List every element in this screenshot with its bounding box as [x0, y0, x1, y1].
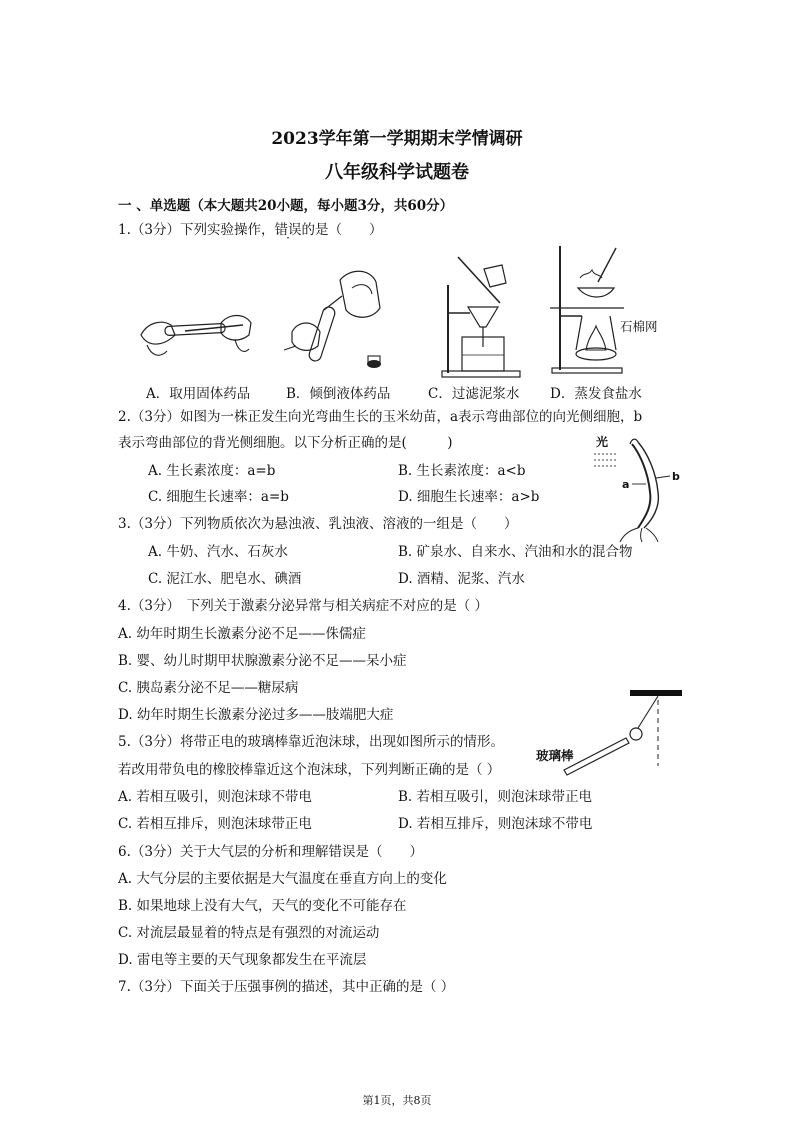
q1-stem-post: 的是（ ） — [301, 222, 383, 238]
figure-seedling — [594, 432, 684, 542]
q4-option-a: A. 幼年时期生长激素分泌不足——侏儒症 — [118, 626, 366, 642]
q5-stem-line1: 5.（3分）将带正电的玻璃棒靠近泡沫球，出现如图所示的情形。 — [118, 734, 504, 750]
q1-option-a: A．取用固体药品 — [146, 386, 251, 402]
exam-subtitle: 八年级科学试题卷 — [325, 162, 469, 183]
q2-option-c: C. 细胞生长速率：a=b — [148, 489, 289, 505]
exam-title: 2023学年第一学期期末学情调研 — [271, 129, 523, 149]
fig-label-glass-rod: 玻璃棒 — [536, 748, 574, 763]
q5-stem-line2: 若改用带负电的橡胶棒靠近这个泡沫球，下列判断正确的是（ ） — [118, 762, 501, 778]
q2-option-d: D. 细胞生长速率：a>b — [398, 489, 540, 505]
q4-option-d: D. 幼年时期生长激素分泌过多——肢端肥大症 — [118, 707, 394, 723]
q6-option-b: B. 如果地球上没有大气，天气的变化不可能存在 — [118, 898, 407, 914]
q3-option-a: A. 牛奶、汽水、石灰水 — [148, 544, 288, 560]
q4-option-b: B. 婴、幼儿时期甲状腺激素分泌不足——呆小症 — [118, 653, 407, 669]
q1-stem-pre: 1.（3分）下列实验操作， — [118, 222, 275, 238]
q5-option-c: C. 若相互排斥，则泡沫球带正电 — [118, 816, 312, 832]
figure-evaporation — [548, 238, 628, 373]
q1-option-b: B．倾倒液体药品 — [286, 386, 391, 402]
q1-option-d: D．蒸发食盐水 — [550, 386, 642, 402]
q3-option-d: D. 酒精、泥浆、汽水 — [398, 571, 525, 587]
q4-option-c: C. 胰岛素分泌不足——糖尿病 — [118, 680, 299, 696]
q5-option-d: D. 若相互排斥，则泡沫球不带电 — [398, 816, 593, 832]
q2-stem-line2: 表示弯曲部位的背光侧细胞。以下分析正确的是( ) — [118, 435, 453, 451]
fig-label-light: 光 — [596, 435, 609, 449]
figure-filtration — [440, 255, 530, 380]
q2-stem-line1: 2.（3分）如图为一株正发生向光弯曲生长的玉米幼苗，a表示弯曲部位的向光侧细胞，b — [118, 409, 643, 425]
figure-take-solid — [135, 305, 255, 365]
section-heading: 一 、单选题（本大题共20小题，每小题3分，共60分） — [118, 198, 454, 214]
q2-option-a: A. 生长素浓度：a=b — [148, 463, 276, 479]
fig-label-a: a — [622, 478, 630, 491]
figure-pour-liquid — [280, 262, 390, 372]
figure-glass-rod-foam-ball — [530, 688, 690, 778]
q3-option-c: C. 泥江水、肥皂水、碘酒 — [148, 571, 302, 587]
q3-option-b: B. 矿泉水、自来水、汽油和水的混合物 — [398, 544, 633, 560]
q7-stem: 7.（3分）下面关于压强事例的描述，其中正确的是（ ） — [118, 979, 455, 995]
q5-option-b: B. 若相互吸引，则泡沫球带正电 — [398, 789, 593, 805]
q6-option-a: A. 大气分层的主要依据是大气温度在垂直方向上的变化 — [118, 871, 447, 887]
label-asbestos-net: 石棉网 — [620, 319, 658, 334]
q1-stem-emphasis: 错误 — [274, 222, 302, 238]
q3-stem: 3.（3分）下列物质依次为悬浊液、乳浊液、溶液的一组是（ ） — [118, 516, 518, 532]
q1-option-c: C．过滤泥浆水 — [428, 386, 520, 402]
page-footer: 第1页，共8页 — [362, 1094, 432, 1107]
q6-option-c: C. 对流层最显着的特点是有强烈的对流运动 — [118, 925, 380, 941]
q4-stem: 4.（3分） 下列关于激素分泌异常与相关病症不对应的是（ ） — [118, 598, 489, 614]
q6-option-d: D. 雷电等主要的天气现象都发生在平流层 — [118, 952, 367, 968]
fig-label-b: b — [672, 470, 680, 483]
q1-stem — [118, 221, 382, 239]
q2-option-b: B. 生长素浓度：a<b — [398, 463, 526, 479]
q6-stem: 6.（3分）关于大气层的分析和理解错误是（ ） — [118, 844, 423, 860]
q5-option-a: A. 若相互吸引，则泡沫球不带电 — [118, 789, 312, 805]
